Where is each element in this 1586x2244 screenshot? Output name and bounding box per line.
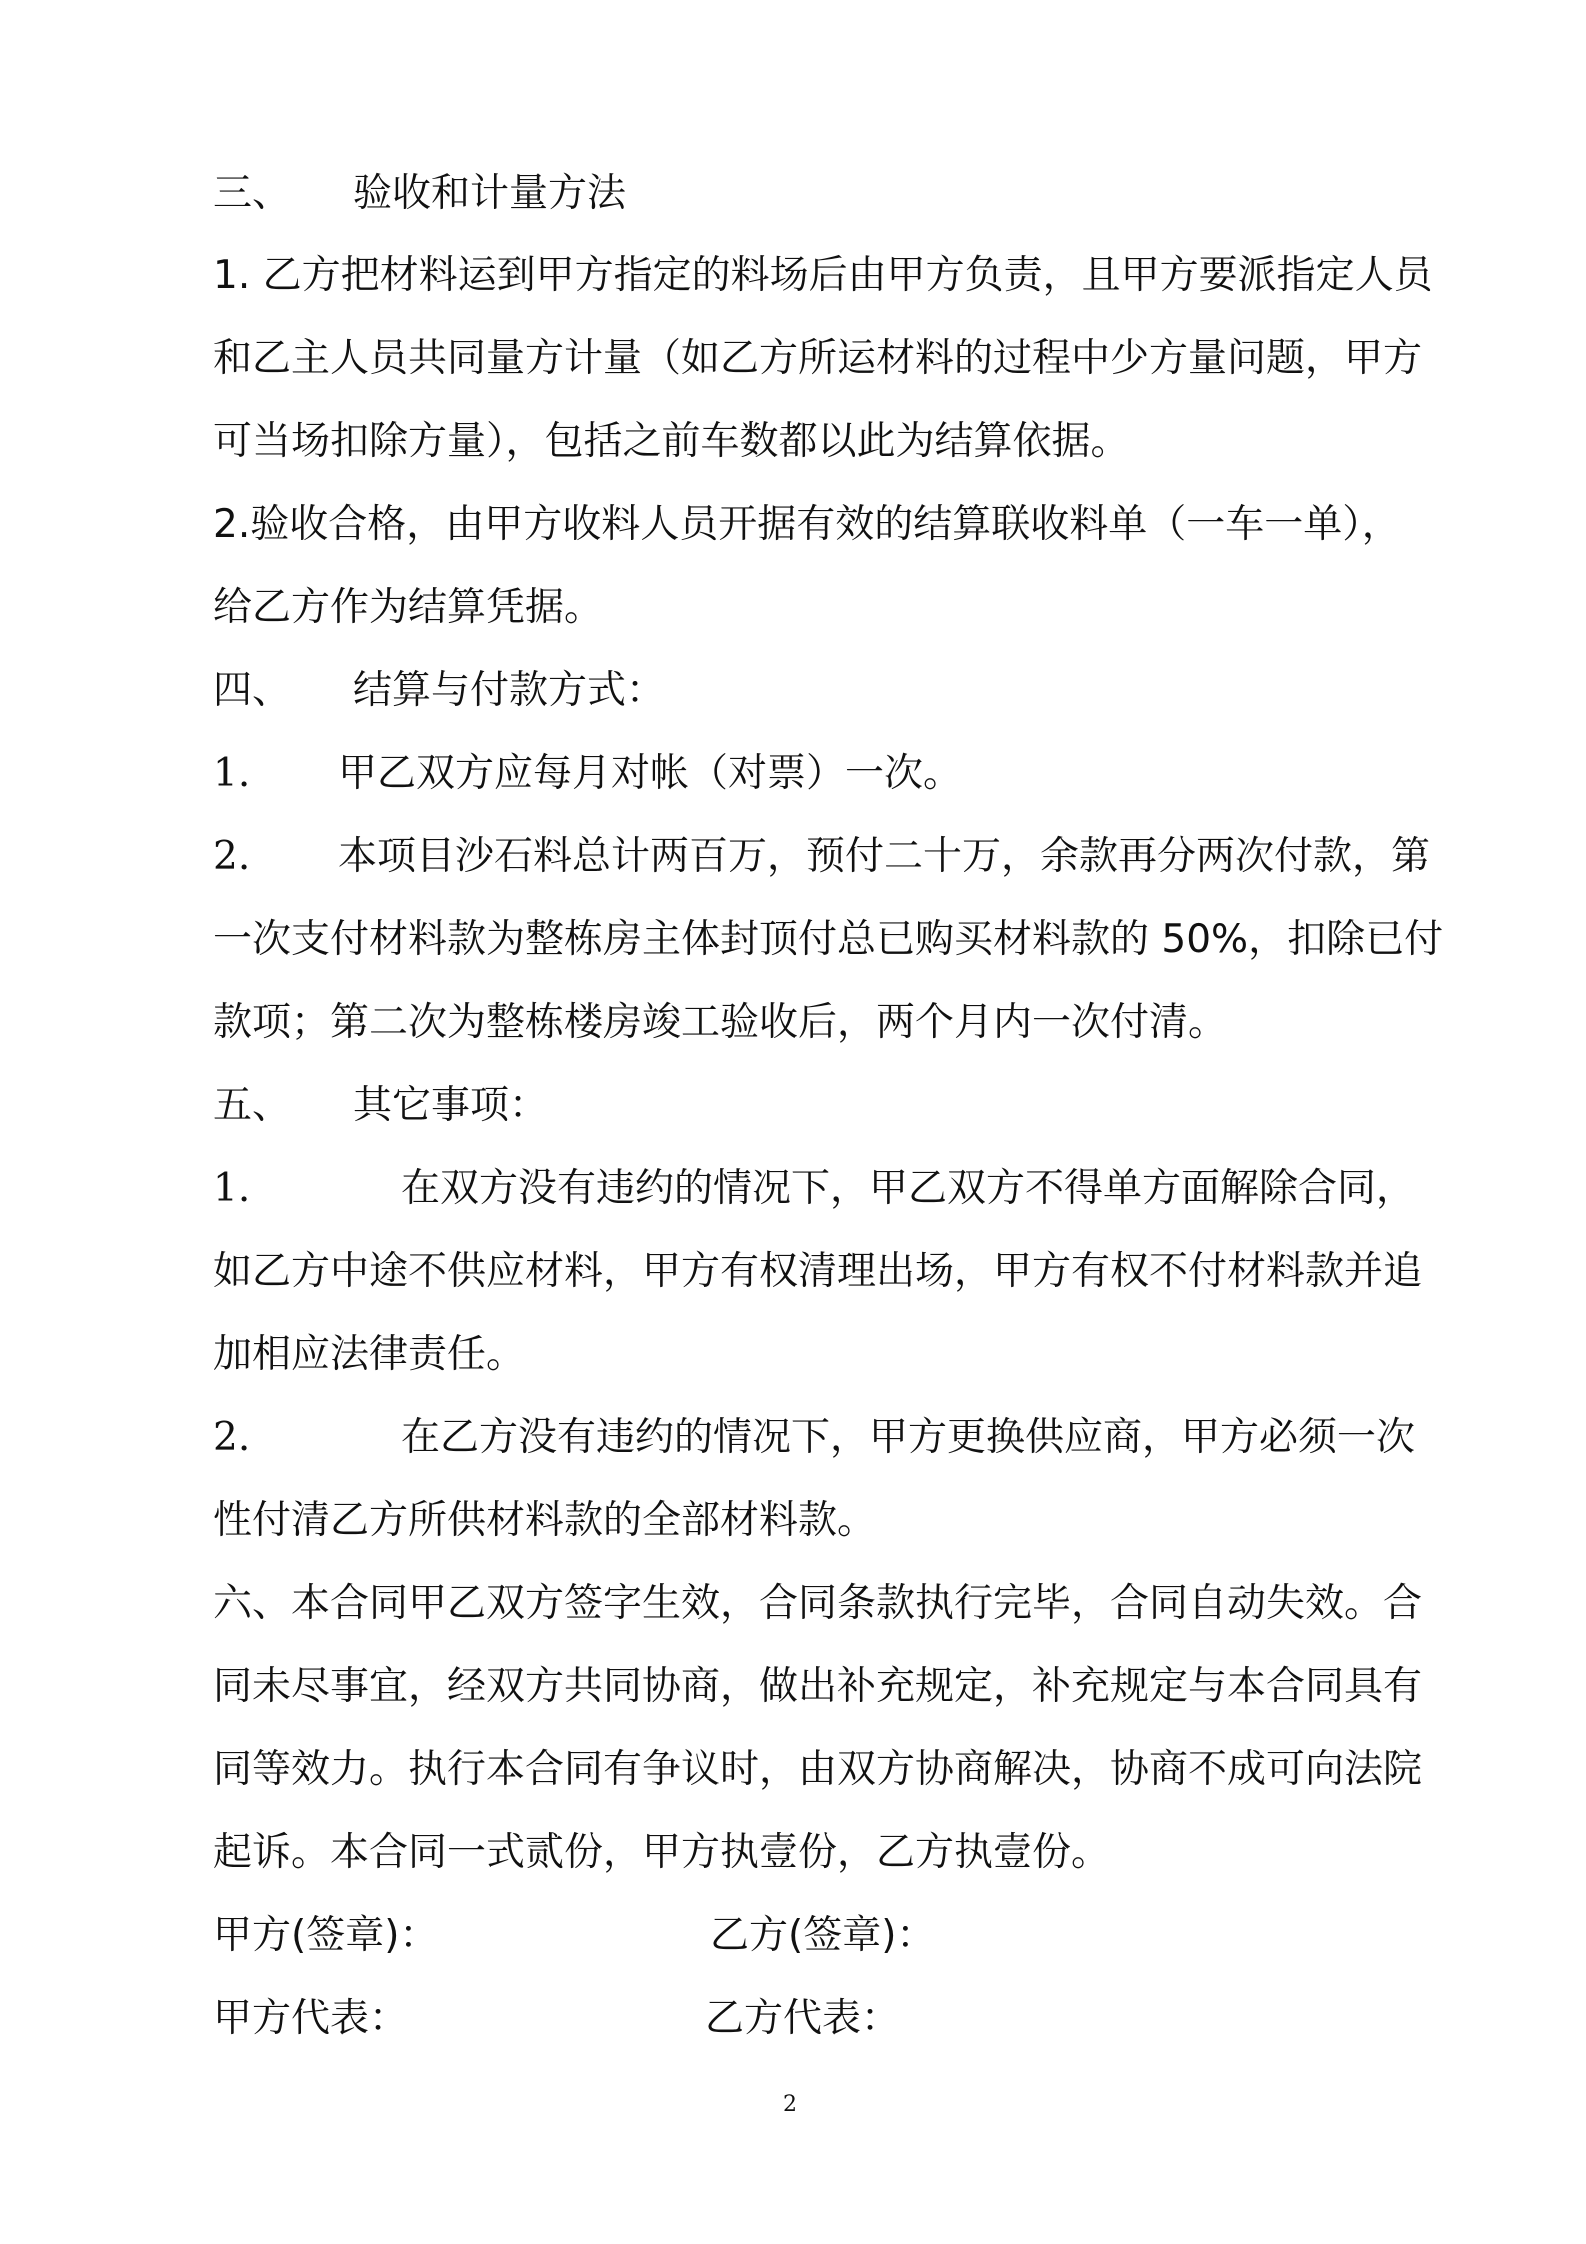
section-6-line-4: 起诉。本合同一式贰份，甲方执壹份，乙方执壹份。 <box>213 1830 1111 1875</box>
section-5-title: 其它事项： <box>353 1083 549 1128</box>
section-4-item-2-line-3: 款项；第二次为整栋楼房竣工验收后，两个月内一次付清。 <box>213 1000 1228 1045</box>
section-4-item-1-number: 1. <box>213 751 251 796</box>
section-5-item-1-line-3: 加相应法律责任。 <box>213 1332 526 1377</box>
section-4-item-2-line-2: 一次支付材料款为整栋房主体封顶付总已购买材料款的 50%，扣除已付 <box>213 917 1444 962</box>
section-5-item-2 <box>213 1412 1415 1464</box>
section-4-item-1 <box>213 748 962 800</box>
section-6-line-3: 同等效力。执行本合同有争议时，由双方协商解决，协商不成可向法院 <box>213 1747 1423 1792</box>
party-a-representative-label: 甲方代表： <box>213 1996 409 2041</box>
section-4-title: 结算与付款方式： <box>353 668 666 713</box>
section-5-item-1 <box>213 1163 1415 1215</box>
party-b-representative-label: 乙方代表： <box>705 1996 901 2041</box>
section-5-number: 五、 <box>213 1083 292 1128</box>
party-a-seal-label: 甲方(签章)： <box>213 1913 439 1958</box>
section-5-item-1-line-2: 如乙方中途不供应材料，甲方有权清理出场，甲方有权不付材料款并追 <box>213 1249 1423 1294</box>
section-3-line-1: 1. 乙方把材料运到甲方指定的料场后由甲方负责，且甲方要派指定人员 <box>213 253 1433 298</box>
section-6-line-2: 同未尽事宜，经双方共同协商，做出补充规定，补充规定与本合同具有 <box>213 1664 1423 1709</box>
section-3-number: 三、 <box>213 171 292 216</box>
section-5-item-2-text: 在乙方没有违约的情况下，甲方更换供应商，甲方必须一次 <box>401 1415 1416 1460</box>
page-number: 2 <box>783 2092 797 2117</box>
party-b-seal-label: 乙方(签章)： <box>710 1913 936 1958</box>
section-3-line-2: 和乙主人员共同量方计量（如乙方所运材料的过程中少方量问题，甲方 <box>213 336 1423 381</box>
section-5-item-2-number: 2. <box>213 1415 251 1460</box>
section-3-line-4: 2.验收合格，由甲方收料人员开据有效的结算联收料单（一车一单）， <box>213 502 1401 547</box>
section-6-line-1: 六、本合同甲乙双方签字生效，合同条款执行完毕，合同自动失效。合 <box>213 1581 1423 1626</box>
section-4-item-2 <box>213 831 1430 883</box>
section-5-item-1-text: 在双方没有违约的情况下，甲乙双方不得单方面解除合同， <box>401 1166 1416 1211</box>
section-5-item-1-number: 1. <box>213 1166 251 1211</box>
section-4-item-1-text: 甲乙双方应每月对帐（对票）一次。 <box>338 751 963 796</box>
section-5-item-2-line-2: 性付清乙方所供材料款的全部材料款。 <box>213 1498 877 1543</box>
section-5-heading <box>213 1080 548 1132</box>
section-4-item-2-number: 2. <box>213 834 251 879</box>
section-4-heading <box>213 665 665 717</box>
section-3-heading <box>213 168 626 220</box>
section-3-line-3: 可当场扣除方量），包括之前车数都以此为结算依据。 <box>213 419 1130 464</box>
section-3-title: 验收和计量方法 <box>353 171 627 216</box>
section-4-item-2-text: 本项目沙石料总计两百万，预付二十万，余款再分两次付款，第 <box>338 834 1431 879</box>
section-3-line-5: 给乙方作为结算凭据。 <box>213 585 604 630</box>
section-4-number: 四、 <box>213 668 292 713</box>
